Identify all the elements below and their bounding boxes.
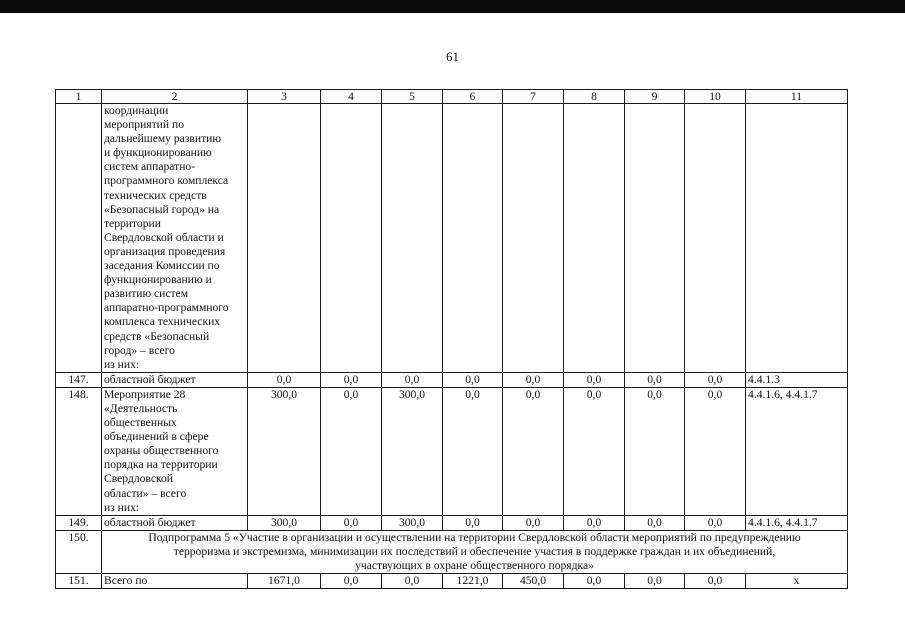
value-cell: 1221,0 [443,574,503,589]
value-cell: 300,0 [382,515,443,530]
value-cell: 0,0 [443,372,503,387]
row-number-cell: 147. [56,372,102,387]
cell-text-line: терроризма и экстремизма, минимизации их последствий и обеспечение участия в поддержке граждан и их объединений, [173,544,776,558]
empty-cell [685,104,746,373]
header-cell: 5 [382,90,443,104]
cell-text-line: город» – всего [104,343,175,357]
value-cell: 300,0 [248,515,321,530]
value-cell: 0,0 [382,574,443,589]
cell-text-line: Мероприятие 28 [104,387,186,401]
table-row [56,372,848,387]
cell-text-line: мероприятий по [104,118,184,132]
cell-text-line: Свердловской области и [104,230,224,244]
target-code-cell: х [746,574,848,589]
cell-text-line: порядка на территории [104,458,218,472]
table-row [56,387,848,515]
value-cell: 0,0 [321,574,382,589]
cell-text-line: области» – всего [104,486,187,500]
value-cell: 0,0 [625,574,685,589]
value-cell: 0,0 [503,387,564,515]
cell-text-line: «Безопасный город» на [104,202,220,216]
header-cell: 4 [321,90,382,104]
value-cell: 1671,0 [248,574,321,589]
value-cell: 0,0 [625,372,685,387]
subprogram-title-cell [102,530,848,573]
cell-text-line: участвующих в охране общественного порядка» [355,559,594,572]
table-row [56,530,848,573]
header-cell: 3 [248,90,321,104]
target-code-cell: 4.4.1.6, 4.4.1.7 [746,387,848,515]
cell-text-line: организация проведения [104,244,226,258]
value-cell: 0,0 [685,372,746,387]
cell-text-line: Свердловской [104,472,174,486]
cell-text-line: и функционированию [104,146,212,160]
value-cell: 0,0 [685,574,746,589]
value-cell: 0,0 [321,515,382,530]
value-cell: 0,0 [685,387,746,515]
cell-text-line: охраны общественного [104,444,219,458]
value-cell: 0,0 [564,574,625,589]
cell-text-line: аппаратно-программного [104,301,229,315]
programme-table [55,89,848,589]
value-cell: 0,0 [443,387,503,515]
value-cell: 300,0 [382,387,443,515]
cell-text-line: из них: [104,357,140,371]
table-row [56,515,848,530]
value-cell: 0,0 [443,515,503,530]
row-number-cell: 151. [56,574,102,589]
row-name-cell [102,387,248,515]
table-row [56,104,848,373]
cell-text-line: объединений в сфере [104,430,209,444]
table-row [56,574,848,589]
empty-cell [746,104,848,373]
cell-text-line: развитию систем [104,287,189,301]
header-cell: 2 [102,90,248,104]
row-name-cell: областной бюджет [102,515,248,530]
column-number-row [56,90,848,104]
empty-cell [382,104,443,373]
row-name-cell [102,104,248,373]
empty-cell [503,104,564,373]
empty-cell [625,104,685,373]
row-name-cell: Всего по [102,574,248,589]
row-name-cell: областной бюджет [102,372,248,387]
value-cell: 0,0 [503,372,564,387]
target-code-cell: 4.4.1.6, 4.4.1.7 [746,515,848,530]
value-cell: 0,0 [321,372,382,387]
value-cell: 300,0 [248,387,321,515]
empty-cell [564,104,625,373]
table-body [56,90,848,589]
cell-text-line: дальнейшему развитию [104,132,222,146]
value-cell: 450,0 [503,574,564,589]
empty-cell [321,104,382,373]
row-number-cell: 149. [56,515,102,530]
row-number-cell: 150. [56,530,102,573]
cell-text-line: из них: [104,500,140,514]
header-cell: 9 [625,90,685,104]
value-cell: 0,0 [564,515,625,530]
row-number-cell [56,104,102,373]
cell-text-line: заседания Комиссии по [104,259,220,273]
value-cell: 0,0 [321,387,382,515]
value-cell: 0,0 [564,387,625,515]
cell-text-line: технических средств [104,188,207,202]
header-cell: 1 [56,90,102,104]
page-number: 61 [446,49,459,64]
cell-text-line: координации [104,104,169,117]
value-cell: 0,0 [248,372,321,387]
header-cell: 11 [746,90,848,104]
cell-text-line: средств «Безопасный [104,329,210,343]
header-cell: 7 [503,90,564,104]
header-cell: 6 [443,90,503,104]
cell-text-line: функционированию и [104,273,212,287]
cell-text-line: Подпрограмма 5 «Участие в организации и осуществлении на территории Свердловской области мероприятий по предупреждению [148,530,801,544]
value-cell: 0,0 [625,515,685,530]
cell-text-line: общественных [104,416,177,430]
row-number-cell: 148. [56,387,102,515]
value-cell: 0,0 [685,515,746,530]
value-cell: 0,0 [503,515,564,530]
value-cell: 0,0 [382,372,443,387]
empty-cell [248,104,321,373]
header-cell: 8 [564,90,625,104]
header-cell: 10 [685,90,746,104]
value-cell: 0,0 [564,372,625,387]
cell-text-line: программного комплекса [104,174,229,188]
scan-edge-bar [0,0,905,13]
empty-cell [443,104,503,373]
cell-text-line: систем аппаратно- [104,160,196,174]
value-cell: 0,0 [625,387,685,515]
cell-text-line: «Деятельность [104,401,178,415]
cell-text-line: территории [104,216,161,230]
target-code-cell: 4.4.1.3 [746,372,848,387]
cell-text-line: комплекса технических [104,315,221,329]
